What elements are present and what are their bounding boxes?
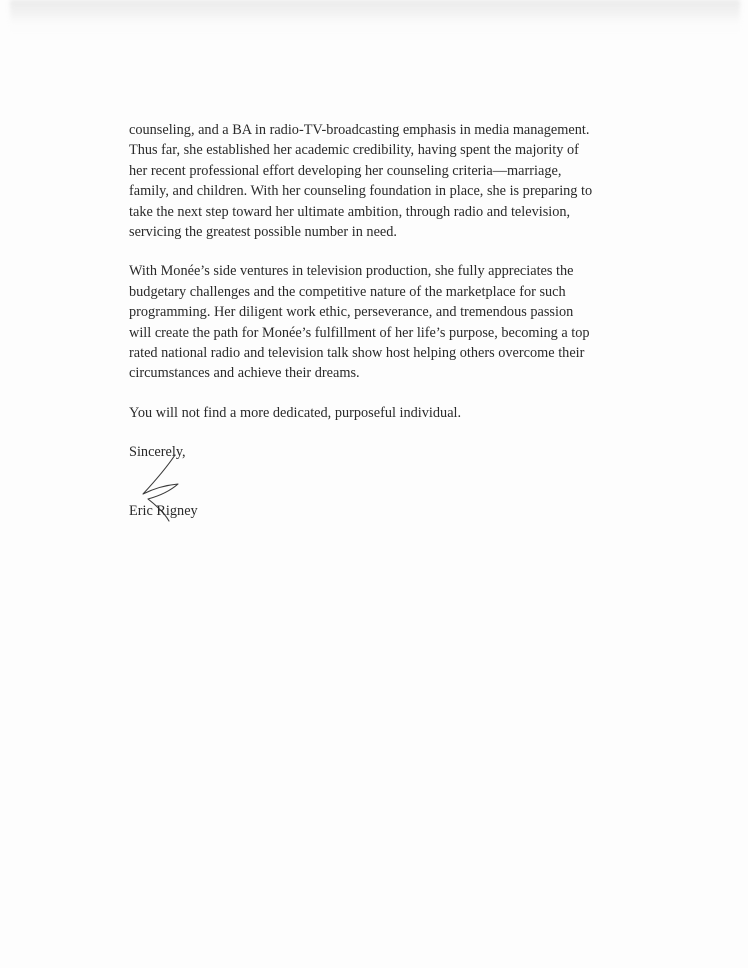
paragraph-recommendation: You will not find a more dedicated, purposeful individual. [129, 404, 462, 421]
paragraph-production: With Monée’s side ventures in television production, she fully appreciates the budgetary challenges and the competitive nature of the marketplace for such programming. Her diligent work ethic, perseverance, and tremendous passion will create the path for Monée’s fulfillment of her life’s purpose, becoming a top rated national radio and television talk show host helping others overcome their circumstances and achieve their dreams. [129, 263, 590, 382]
signature-block [129, 463, 619, 529]
letter-body [129, 120, 619, 529]
signer-name: Eric Rigney [129, 502, 198, 519]
closing-salutation: Sincerely, [129, 444, 186, 461]
scan-artifact [10, 0, 740, 34]
paragraph-education: counseling, and a BA in radio-TV-broadcasting emphasis in media management. Thus far, she established her academic credibility, having spent the majority of her recent professional effort developing her counseling criteria—marriage, family, and children. With her counseling foundation in place, she is preparing to take the next step toward her ultimate ambition, through radio and television, servicing the greatest possible number in need. [129, 122, 593, 241]
